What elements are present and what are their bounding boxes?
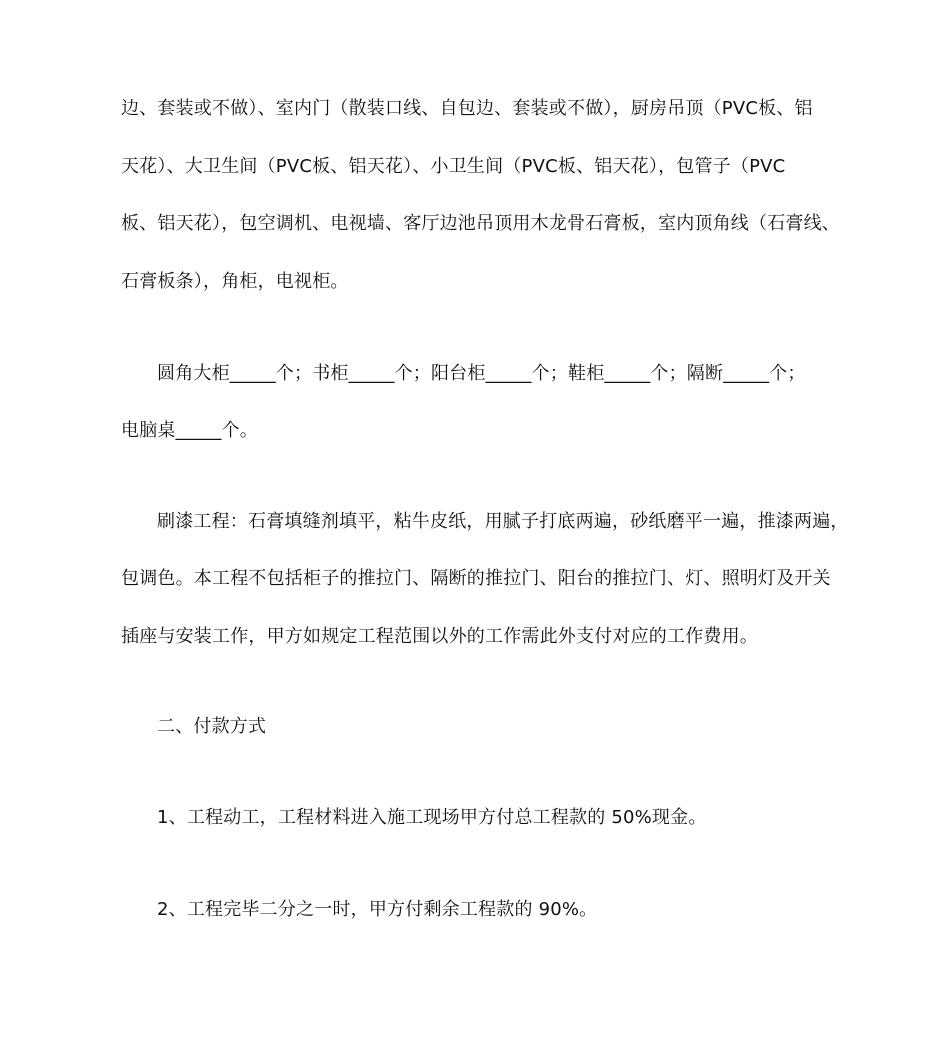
paragraph-1-line-2: 天花）、大卫生间（PVC板、铝天花）、小卫生间（PVC板、铝天花），包管子（PVC [121,156,786,177]
paragraph-1-line-1: 边、套装或不做）、室内门（散装口线、自包边、套装或不做），厨房吊顶（PVC板、铝 [121,98,813,119]
payment-item-2: 2、工程完毕二分之一时，甲方付剩余工程款的 90%。 [157,899,598,920]
paragraph-3-line-3: 插座与安装工作，甲方如规定工程范围以外的工作需此外支付对应的工作费用。 [121,626,758,647]
paragraph-3-line-1: 刷漆工程：石膏填缝剂填平，粘牛皮纸，用腻子打底两遍，砂纸磨平一遍，推漆两遍， [157,511,849,532]
paragraph-1-line-4: 石膏板条），角柜，电视柜。 [121,271,349,292]
payment-item-1: 1、工程动工，工程材料进入施工现场甲方付总工程款的 50%现金。 [157,807,707,828]
paragraph-1-line-3: 板、铝天花），包空调机、电视墙、客厅边池吊顶用木龙骨石膏板，室内顶角线（石膏线、 [121,213,840,234]
section-heading: 二、付款方式 [157,716,267,737]
paragraph-2-line-2: 电脑桌_____个。 [121,420,258,441]
paragraph-2-line-1: 圆角大柜_____个；书柜_____个；阳台柜_____个；鞋柜_____个；隔断_____个； [157,363,806,384]
paragraph-3-line-2: 包调色。本工程不包括柜子的推拉门、隔断的推拉门、阳台的推拉门、灯、照明灯及开关 [121,568,831,589]
